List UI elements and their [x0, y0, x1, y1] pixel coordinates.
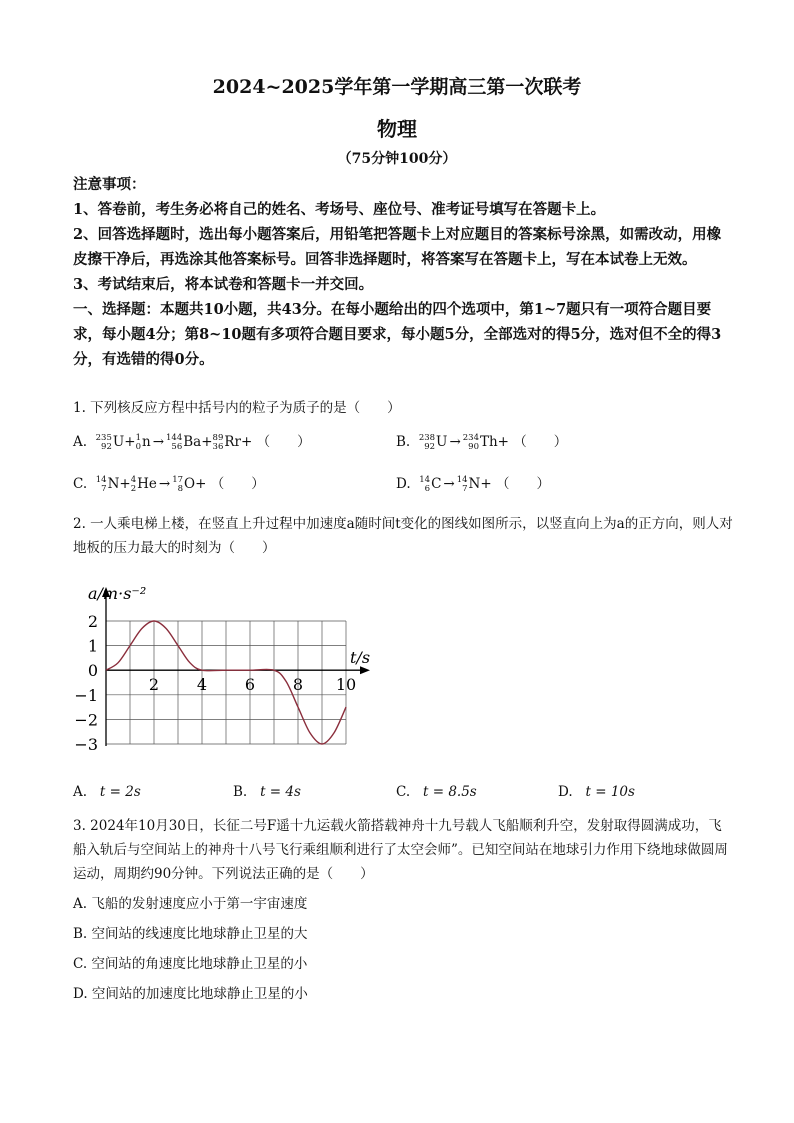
x-tick-label: 8: [292, 675, 304, 695]
option-label: D.: [396, 476, 411, 492]
q2-option-a: [73, 784, 141, 800]
q1-option-a: A. 235 92 U+ 1 0 n → 144 56 Ba+ 89 36 Rr+ （ ）: [73, 432, 311, 452]
y-tick-label: −2: [74, 710, 98, 730]
answer-blank: （ ）: [210, 476, 265, 492]
question-3-stem: 3. 2024年10月30日，长征二号F遥十九运载火箭搭载神舟十九号载人飞船顺利升空，发射取得圆满成功，飞船入轨后与空间站上的神舟十八号飞行乘组顺利进行了太空会师”。已知空间站在地球引力作用下绕地球做圆周运动，周期约90分钟。下列说法正确的是（ ）: [73, 818, 728, 882]
x-tick-label: 10: [335, 675, 357, 695]
q1-option-b: B. 238 92 U → 234 90 Th+ （ ）: [396, 432, 568, 452]
q3-option-d: D. 空间站的加速度比地球静止卫星的小: [73, 986, 308, 1002]
option-label: D.: [558, 784, 573, 800]
x-tick-label: 6: [244, 675, 256, 695]
q2-option-d: [558, 784, 635, 800]
instructions-heading: 注意事项：: [73, 176, 146, 193]
x-axis-arrow: [360, 666, 370, 674]
q3-option-b: B. 空间站的线速度比地球静止卫星的大: [73, 926, 308, 942]
instructions: [73, 172, 723, 372]
answer-blank: （ ）: [256, 434, 311, 450]
option-label: C.: [396, 784, 411, 800]
exam-title: 2024~2025学年第一学期高三第一次联考: [212, 76, 582, 98]
option-value: t = 10s: [585, 784, 635, 800]
q3-option-a: A. 飞船的发射速度应小于第一宇宙速度: [73, 896, 308, 912]
instruction-item: 3、考试结束后，将本试卷和答题卡一并交回。: [73, 276, 374, 293]
x-tick-label: 4: [196, 675, 208, 695]
chart-axes: [102, 587, 370, 746]
q2-option-c: [396, 784, 477, 800]
q3-option-c: C. 空间站的角速度比地球静止卫星的小: [73, 956, 308, 972]
question-1: [73, 396, 733, 420]
option-label: B.: [233, 784, 248, 800]
option-value: t = 2s: [99, 784, 141, 800]
answer-blank: （ ）: [513, 434, 568, 450]
y-axis-label: a/m·s⁻²: [88, 584, 147, 603]
instruction-item: 2、回答选择题时，选出每小题答案后，用铅笔把答题卡上对应题目的答案标号涂黑，如需改动，用橡皮擦干净后，再选涂其他答案标号。回答非选择题时，将答案写在答题卡上，写在本试卷上无效。: [73, 226, 722, 268]
exam-subject: 物理: [377, 117, 417, 141]
option-value: t = 8.5s: [423, 784, 477, 800]
answer-blank: （ ）: [495, 476, 550, 492]
question-2-stem: 2. 一人乘电梯上楼，在竖直上升过程中加速度a随时间t变化的图线如图所示，以竖直向上为a的正方向，则人对地板的压力最大的时刻为（ ）: [73, 516, 733, 556]
y-tick-label: 2: [87, 612, 98, 631]
chart-tick-labels: [74, 612, 356, 754]
acceleration-time-graph: [70, 575, 380, 760]
option-label: B.: [396, 434, 411, 450]
question-2: [73, 512, 733, 560]
option-label: C.: [73, 476, 88, 492]
y-tick-label: 1: [87, 636, 98, 656]
x-axis-label: t/s: [350, 648, 371, 667]
question-3: [73, 814, 733, 1006]
section-heading: 一、选择题：本题共10小题，共43分。在每小题给出的四个选项中，第1~7题只有一项符合题目要求，每小题4分；第8~10题有多项符合题目要求，每小题5分，全部选对的得5分，选对但不全的得3分，有选错的得0分。: [73, 301, 722, 368]
y-tick-label: −3: [74, 735, 98, 754]
x-tick-label: 2: [148, 675, 160, 695]
option-label: A.: [73, 434, 88, 450]
option-label: A.: [73, 784, 88, 800]
instruction-item: 1、答卷前，考生务必将自己的姓名、考场号、座位号、准考证号填写在答题卡上。: [73, 201, 606, 218]
option-value: t = 4s: [260, 784, 301, 800]
q1-option-d: D. 14 6 C → 14 7 N+ （ ）: [396, 474, 550, 494]
question-1-stem: 1. 下列核反应方程中括号内的粒子为质子的是（ ）: [73, 400, 401, 416]
q2-option-b: [233, 784, 301, 800]
exam-duration: （75分钟100分）: [337, 151, 457, 167]
y-tick-label: 0: [87, 661, 98, 681]
y-tick-label: −1: [74, 685, 98, 705]
chart-grid: [106, 621, 346, 744]
q1-option-c: C. 14 7 N+ 4 2 He → 17 8 O+ （ ）: [73, 474, 265, 494]
